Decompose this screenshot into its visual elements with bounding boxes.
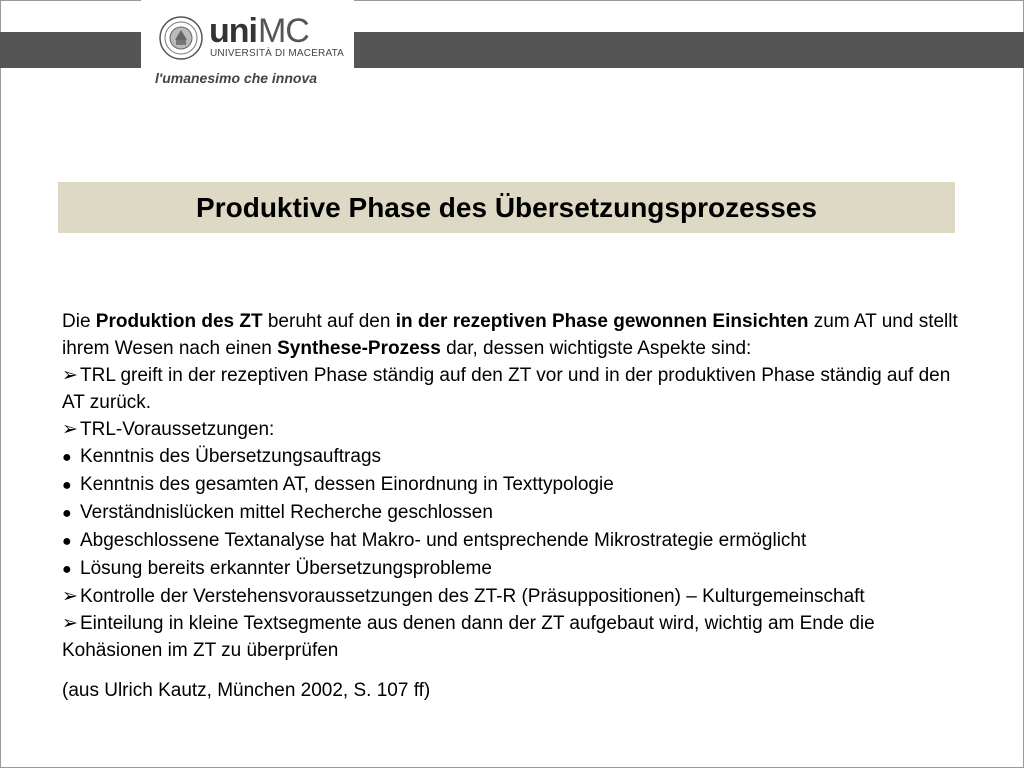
intro-text-3: zum AT und stellt ihrem Wesen nach einen xyxy=(62,311,958,359)
logo-suffix: MC xyxy=(257,12,309,50)
sub-point-2: Kenntnis des gesamten AT, dessen Einordnung in Texttypologie xyxy=(80,474,614,495)
list-item xyxy=(62,610,962,664)
intro-paragraph xyxy=(62,308,962,362)
logo-word: uni xyxy=(209,12,257,50)
dot-bullet-icon: ● xyxy=(62,449,72,466)
list-item xyxy=(62,416,962,443)
point-3: Kontrolle der Verstehensvoraussetzungen des ZT-R (Präsuppositionen) – Kulturgemeinschaft xyxy=(80,586,865,607)
dot-bullet-icon: ● xyxy=(62,561,72,578)
intro-text-2: beruht auf den xyxy=(262,311,396,332)
logo-wordmark xyxy=(209,14,309,48)
intro-bold-1: Produktion des ZT xyxy=(95,311,263,332)
point-1: TRL greift in der rezeptiven Phase ständig auf den ZT vor und in der produktiven Phase ständig auf den AT zurück. xyxy=(62,365,951,413)
sub-point-5: Lösung bereits erkannter Übersetzungsprobleme xyxy=(80,558,492,579)
arrow-bullet-icon: ➢ xyxy=(62,613,78,634)
slide-title: Produktive Phase des Übersetzungsprozesses xyxy=(196,191,817,223)
title-bar xyxy=(58,182,955,233)
sub-list-item xyxy=(62,499,962,527)
sub-list-item xyxy=(62,527,962,555)
arrow-bullet-icon: ➢ xyxy=(62,586,78,607)
intro-text-4: dar, dessen wichtigste Aspekte sind: xyxy=(440,338,752,359)
list-item xyxy=(62,362,962,416)
dot-bullet-icon: ● xyxy=(62,505,72,522)
sub-list-item xyxy=(62,471,962,499)
arrow-bullet-icon: ➢ xyxy=(62,419,78,440)
sub-point-1: Kenntnis des Übersetzungsauftrags xyxy=(80,446,382,467)
citation: (aus Ulrich Kautz, München 2002, S. 107 ff) xyxy=(62,680,431,701)
university-name: UNIVERSITÀ DI MACERATA xyxy=(210,48,345,59)
university-logo xyxy=(141,0,354,92)
slide-body xyxy=(62,308,962,704)
sub-list-item xyxy=(62,555,962,583)
intro-text-1: Die xyxy=(62,311,96,332)
tagline: l'umanesimo che innova xyxy=(155,70,318,86)
point-2: TRL-Voraussetzungen: xyxy=(80,419,275,440)
point-4: Einteilung in kleine Textsegmente aus denen dann der ZT aufgebaut wird, wichtig am Ende die Kohäsionen im ZT zu überprüfen xyxy=(62,613,875,661)
list-item xyxy=(62,583,962,610)
sub-point-4: Abgeschlossene Textanalyse hat Makro- und entsprechende Mikrostrategie ermöglicht xyxy=(80,530,807,551)
dot-bullet-icon: ● xyxy=(62,477,72,494)
intro-bold-3: Synthese-Prozess xyxy=(277,338,441,359)
sub-list-item xyxy=(62,443,962,471)
dot-bullet-icon: ● xyxy=(62,533,72,550)
arrow-bullet-icon: ➢ xyxy=(62,365,78,386)
seal-icon xyxy=(159,16,203,60)
sub-point-3: Verständnislücken mittel Recherche geschlossen xyxy=(80,502,493,523)
intro-bold-2: in der rezeptiven Phase gewonnen Einsichten xyxy=(395,311,809,332)
